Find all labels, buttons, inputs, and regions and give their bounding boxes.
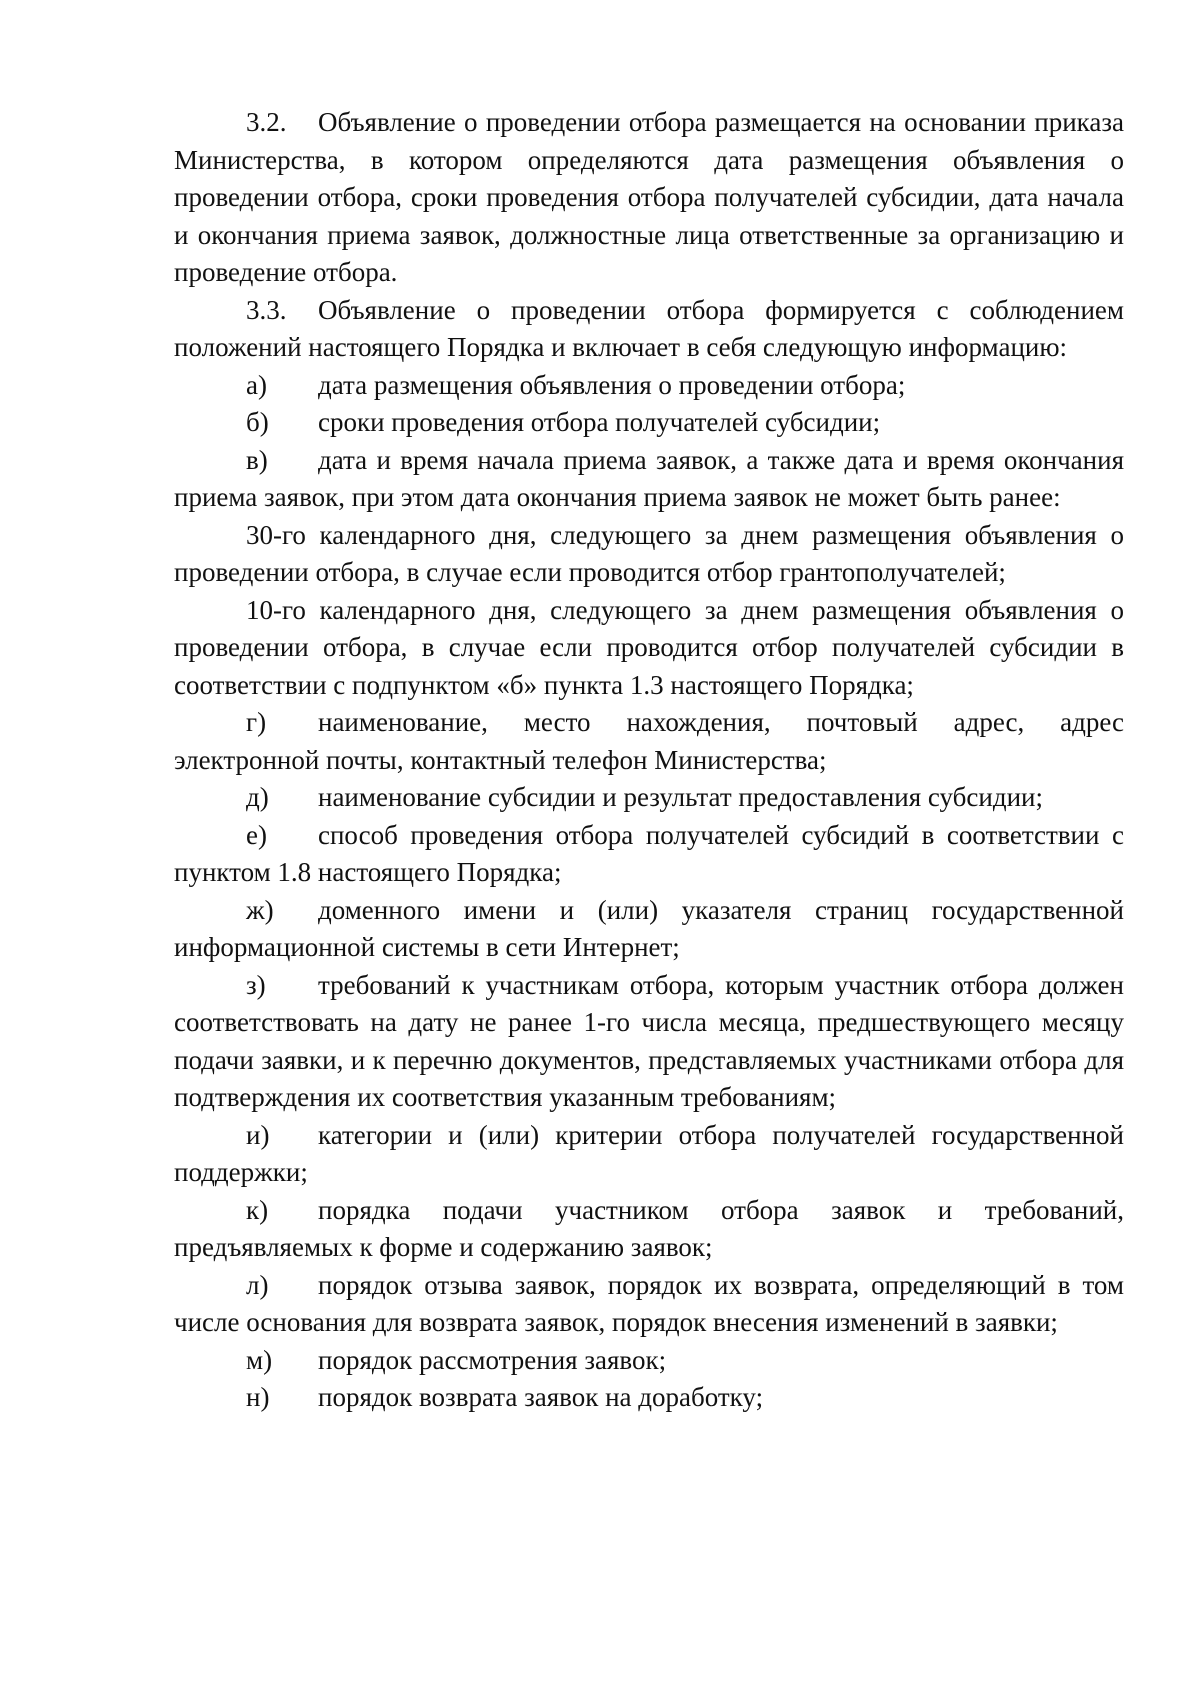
list-item-text: порядок возврата заявок на доработку; <box>318 1382 764 1412</box>
list-item-i <box>174 1117 1124 1192</box>
list-item-e <box>174 817 1124 892</box>
list-item-text: наименование субсидии и результат предоставления субсидии; <box>318 782 1043 812</box>
list-item-label: в) <box>246 444 268 475</box>
list-item-text: дата и время начала приема заявок, а также дата и время окончания приема заявок, при этом дата окончания приема заявок не может быть ранее: <box>174 444 1124 512</box>
list-item-k <box>174 1192 1124 1267</box>
list-item-label: и) <box>246 1119 270 1150</box>
list-item-b <box>174 404 1124 442</box>
list-item-zh <box>174 892 1124 967</box>
list-item-label: г) <box>246 707 267 737</box>
list-item-text: порядок рассмотрения заявок; <box>318 1344 667 1375</box>
list-item-g <box>174 704 1124 779</box>
list-item-text: сроки проведения отбора получателей субсидии; <box>318 407 881 437</box>
list-item-text: порядка подачи участником отбора заявок и требований, предъявляемых к форме и содержанию заявок; <box>174 1194 1124 1262</box>
paragraph-3-3 <box>174 292 1124 367</box>
list-item-text: порядок отзыва заявок, порядок их возврата, определяющий в том числе основания для возврата заявок, порядок внесения изменений в заявки; <box>174 1269 1124 1337</box>
list-item-label: ж) <box>246 894 274 925</box>
list-item-z <box>174 967 1124 1117</box>
list-item-label: д) <box>246 782 269 812</box>
list-item-label: к) <box>246 1194 269 1225</box>
list-item-text: дата размещения объявления о проведении отбора; <box>318 369 906 400</box>
list-item-label: е) <box>246 819 267 850</box>
list-item-l <box>174 1267 1124 1342</box>
list-item-label: м) <box>246 1344 273 1375</box>
list-item-label: а) <box>246 369 267 400</box>
list-item-label: л) <box>246 1269 269 1300</box>
document-page <box>174 104 1124 1417</box>
paragraph-10-day <box>174 592 1124 705</box>
paragraph-3-2 <box>174 104 1124 292</box>
list-item-n <box>174 1379 1124 1417</box>
list-item-m <box>174 1342 1124 1380</box>
list-item-text: наименование, место нахождения, почтовый адрес, адрес электронной почты, контактный телефон Министерства; <box>174 707 1124 775</box>
paragraph-text: Объявление о проведении отбора формируется с соблюдением положений настоящего Порядка и включает в себя следующую информацию: <box>174 294 1124 362</box>
paragraph-text: Объявление о проведении отбора размещается на основании приказа Министерства, в котором определяются дата размещения объявления о проведении отбора, сроки проведения отбора получателей субсидии, дата начала и окончания приема заявок, должностные лица ответственные за организацию и проведение отбора. <box>174 107 1124 287</box>
list-item-label: б) <box>246 407 269 437</box>
paragraph-text: 30-го календарного дня, следующего за днем размещения объявления о проведении отбора, в случае если проводится отбор грантополучателей; <box>174 519 1124 587</box>
list-item-label: з) <box>246 969 266 1000</box>
paragraph-number: 3.3. <box>246 294 287 325</box>
list-item-label: н) <box>246 1382 270 1412</box>
list-item-text: способ проведения отбора получателей субсидий в соответствии с пунктом 1.8 настоящего Порядка; <box>174 819 1124 887</box>
list-item-text: доменного имени и (или) указателя страниц государственной информационной системы в сети Интернет; <box>174 894 1124 962</box>
paragraph-text: 10-го календарного дня, следующего за днем размещения объявления о проведении отбора, в случае если проводится отбор получателей субсидии в соответствии с подпунктом «б» пункта 1.3 настоящего Порядка; <box>174 594 1124 700</box>
list-item-text: категории и (или) критерии отбора получателей государственной поддержки; <box>174 1119 1124 1187</box>
list-item-v <box>174 442 1124 517</box>
list-item-a <box>174 367 1124 405</box>
paragraph-number: 3.2. <box>246 107 287 137</box>
list-item-d <box>174 779 1124 817</box>
list-item-text: требований к участникам отбора, которым участник отбора должен соответствовать на дату не ранее 1-го числа месяца, предшествующего месяцу подачи заявки, и к перечню документов, представляемых участниками отбора для подтверждения их соответствия указанным требованиям; <box>174 969 1124 1112</box>
paragraph-30-day <box>174 517 1124 592</box>
